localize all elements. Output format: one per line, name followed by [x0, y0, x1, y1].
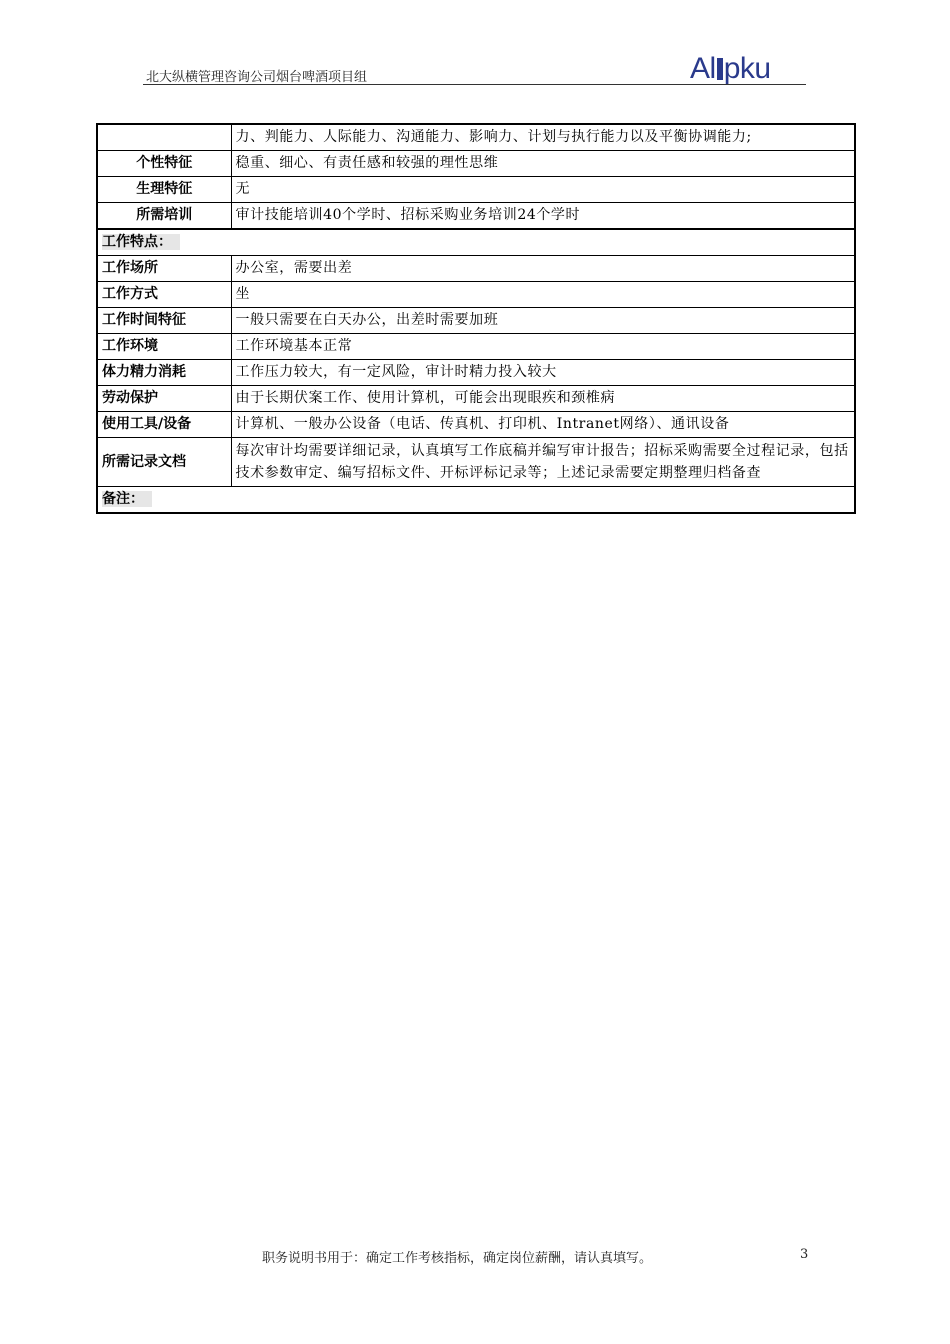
- table-row: [97, 412, 855, 438]
- row-value-personality: 稳重、细心、有责任感和较强的理性思维: [231, 151, 855, 177]
- row-label-records: 所需记录文档: [97, 438, 231, 487]
- table-row: [97, 386, 855, 412]
- section-notes: [97, 487, 855, 514]
- page-number: 3: [800, 1247, 809, 1262]
- table-row: [97, 124, 855, 151]
- row-value-environment: 工作环境基本正常: [231, 334, 855, 360]
- table-row: [97, 438, 855, 487]
- row-value-workplace: 办公室，需要出差: [231, 256, 855, 282]
- table-row: [97, 308, 855, 334]
- row-value-protection: 由于长期伏案工作、使用计算机，可能会出现眼疾和颈椎病: [231, 386, 855, 412]
- header-title: 北大纵横管理咨询公司烟台啤酒项目组: [146, 70, 368, 85]
- row-value-training: 审计技能培训40个学时、招标采购业务培训24个学时: [231, 203, 855, 230]
- row-label-energy: 体力精力消耗: [97, 360, 231, 386]
- logo-text-right: pku: [723, 52, 771, 85]
- section-notes-label: 备注：: [102, 491, 152, 507]
- row-value-tools: 计算机、一般办公设备（电话、传真机、打印机、Intranet网络）、通讯设备: [231, 412, 855, 438]
- logo-bar: [717, 58, 723, 80]
- logo-text-left: Al: [690, 52, 716, 85]
- row-label-tools: 使用工具/设备: [97, 412, 231, 438]
- row-value-energy: 工作压力较大，有一定风险，审计时精力投入较大: [231, 360, 855, 386]
- row-label-physiology: 生理特征: [97, 177, 231, 203]
- row-label-work-time: 工作时间特征: [97, 308, 231, 334]
- row-value-records: 每次审计均需要详细记录，认真填写工作底稿并编写审计报告；招标采购需要全过程记录，包括技术参数审定、编写招标文件、开标评标记录等；上述记录需要定期整理归档备查: [231, 438, 855, 487]
- row-label: [97, 124, 231, 151]
- row-value-physiology: 无: [231, 177, 855, 203]
- header-rule: [143, 84, 806, 85]
- footer-note: 职务说明书用于：确定工作考核指标，确定岗位薪酬，请认真填写。: [262, 1251, 653, 1266]
- row-label-workplace: 工作场所: [97, 256, 231, 282]
- table-row: [97, 334, 855, 360]
- row-value-work-time: 一般只需要在白天办公，出差时需要加班: [231, 308, 855, 334]
- table-row: [97, 360, 855, 386]
- row-label-protection: 劳动保护: [97, 386, 231, 412]
- table-row: [97, 151, 855, 177]
- section-work-characteristics: [97, 229, 855, 256]
- row-value: 力、判能力、人际能力、沟通能力、影响力、计划与执行能力以及平衡协调能力;: [231, 124, 855, 151]
- job-description-table: [96, 123, 856, 514]
- table-row: [97, 177, 855, 203]
- table-row: [97, 256, 855, 282]
- table-row: [97, 203, 855, 230]
- row-value-work-mode: 坐: [231, 282, 855, 308]
- section-row: [97, 487, 855, 514]
- company-logo: [690, 52, 771, 86]
- row-label-personality: 个性特征: [97, 151, 231, 177]
- section-work-label: 工作特点：: [102, 234, 180, 250]
- row-label-environment: 工作环境: [97, 334, 231, 360]
- row-label-work-mode: 工作方式: [97, 282, 231, 308]
- section-row: [97, 229, 855, 256]
- table-row: [97, 282, 855, 308]
- row-label-training: 所需培训: [97, 203, 231, 230]
